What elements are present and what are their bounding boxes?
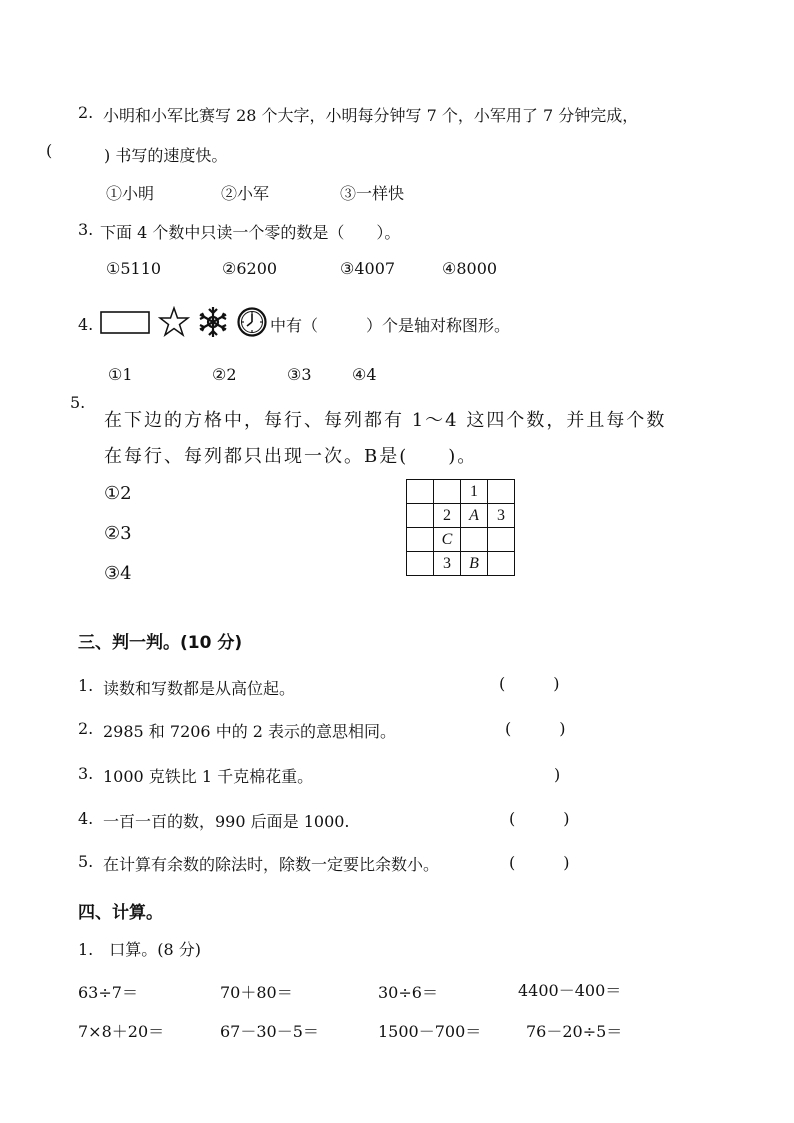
judge-5-number: 5. xyxy=(78,852,94,871)
q5-option-1[interactable]: ①2 xyxy=(104,483,132,504)
grid-row xyxy=(407,480,515,504)
q4-number: 4. xyxy=(78,315,94,334)
calc-item: 30÷6＝ xyxy=(378,983,438,1002)
q2-number: 2. xyxy=(78,103,94,122)
grid-cell: B xyxy=(461,552,488,576)
judge-2-answer-blank[interactable]: ( ) xyxy=(505,719,566,738)
grid-cell xyxy=(461,528,488,552)
star-icon xyxy=(158,306,190,338)
grid-cell: 1 xyxy=(461,480,488,504)
rectangle-icon xyxy=(100,310,152,336)
grid-cell xyxy=(488,480,515,504)
judge-4-answer-blank[interactable]: ( ) xyxy=(509,809,570,828)
judge-4-text: 一百一百的数，990 后面是 1000. xyxy=(103,812,350,831)
calc-item: 63÷7＝ xyxy=(78,983,138,1002)
q3-option-3[interactable]: ③4007 xyxy=(340,259,396,278)
q5-number-grid xyxy=(406,479,515,576)
calc-item: 4400－400＝ xyxy=(518,981,622,1000)
calc-item: 70＋80＝ xyxy=(220,983,293,1002)
grid-cell: 3 xyxy=(488,504,515,528)
calc-item: 76－20÷5＝ xyxy=(526,1022,623,1041)
calc-item: 67－30－5＝ xyxy=(220,1022,319,1041)
grid-cell xyxy=(407,528,434,552)
calc-item: 7×8＋20＝ xyxy=(78,1022,165,1041)
q3-option-1[interactable]: ①5110 xyxy=(106,259,162,278)
snowflake-icon xyxy=(196,305,230,339)
q4-option-4[interactable]: ④4 xyxy=(352,365,377,384)
q5-option-2[interactable]: ②3 xyxy=(104,523,132,544)
clock-icon xyxy=(236,306,268,338)
q2-option-2[interactable]: ②小军 xyxy=(221,184,270,203)
q4-text: 中有（ ）个是轴对称图形。 xyxy=(270,316,511,335)
grid-cell xyxy=(488,552,515,576)
q2-text-line2: ) 书写的速度快。 xyxy=(104,146,228,165)
grid-cell: A xyxy=(461,504,488,528)
grid-cell xyxy=(407,552,434,576)
q3-option-4[interactable]: ④8000 xyxy=(442,259,498,278)
judge-3-answer-blank[interactable]: ) xyxy=(506,765,561,784)
q3-option-2[interactable]: ②6200 xyxy=(222,259,278,278)
judge-3-text: 1000 克铁比 1 千克棉花重。 xyxy=(103,767,314,786)
q2-open-paren: ( xyxy=(46,141,53,160)
grid-cell: 3 xyxy=(434,552,461,576)
judge-1-number: 1. xyxy=(78,676,94,695)
section-4-title: 四、计算。 xyxy=(78,903,163,923)
calc-item: 1500－700＝ xyxy=(378,1022,482,1041)
grid-cell: 2 xyxy=(434,504,461,528)
grid-row xyxy=(407,552,515,576)
judge-2-text: 2985 和 7206 中的 2 表示的意思相同。 xyxy=(103,722,397,741)
judge-5-answer-blank[interactable]: ( ) xyxy=(509,853,570,872)
grid-cell xyxy=(407,480,434,504)
q5-text-line2: 在每行、每列都只出现一次。B是( )。 xyxy=(104,446,478,467)
grid-cell: C xyxy=(434,528,461,552)
grid-row xyxy=(407,528,515,552)
q2-option-3[interactable]: ③一样快 xyxy=(340,184,405,203)
judge-2-number: 2. xyxy=(78,719,94,738)
judge-4-number: 4. xyxy=(78,809,94,828)
q4-option-2[interactable]: ②2 xyxy=(212,365,237,384)
section-3-title: 三、判一判。(10 分) xyxy=(78,633,243,653)
judge-1-answer-blank[interactable]: ( ) xyxy=(499,674,560,693)
judge-3-number: 3. xyxy=(78,764,94,783)
q2-text: 小明和小军比赛写 28 个大字，小明每分钟写 7 个，小军用了 7 分钟完成， xyxy=(103,106,639,125)
grid-row xyxy=(407,504,515,528)
q4-option-1[interactable]: ①1 xyxy=(108,365,133,384)
q2-option-1[interactable]: ①小明 xyxy=(106,184,155,203)
oral-calc-heading: 1. 口算。(8 分) xyxy=(78,940,202,959)
q3-number: 3. xyxy=(78,220,94,239)
grid-cell xyxy=(488,528,515,552)
grid-cell xyxy=(434,480,461,504)
q5-option-3[interactable]: ③4 xyxy=(104,563,132,584)
q5-text-line1: 在下边的方格中，每行、每列都有 1～4 这四个数，并且每个数 xyxy=(104,410,667,431)
judge-5-text: 在计算有余数的除法时，除数一定要比余数小。 xyxy=(103,855,440,874)
q5-number: 5. xyxy=(70,393,86,412)
judge-1-text: 读数和写数都是从高位起。 xyxy=(103,679,296,698)
q4-option-3[interactable]: ③3 xyxy=(287,365,312,384)
q3-text: 下面 4 个数中只读一个零的数是（ ）。 xyxy=(100,223,401,242)
grid-cell xyxy=(407,504,434,528)
